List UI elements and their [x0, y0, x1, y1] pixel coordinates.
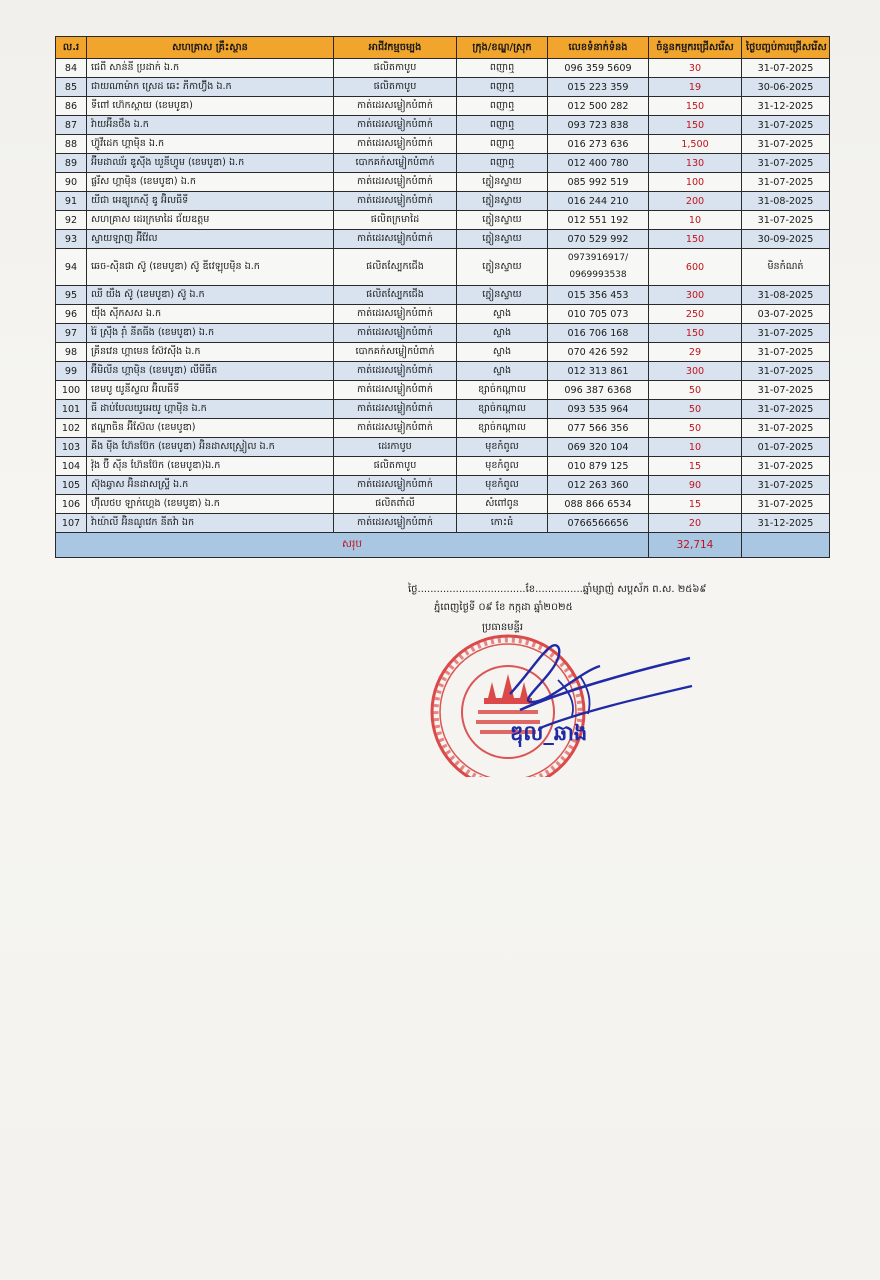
table-row: [56, 400, 830, 419]
table-row: [56, 495, 830, 514]
table-row: [56, 249, 830, 286]
table-row: [56, 116, 830, 135]
row-no: 86: [56, 97, 87, 116]
row-district: ខ្សាច់កណ្ដាល: [457, 419, 548, 438]
row-business: កាត់ដេរសម្លៀកបំពាក់: [334, 230, 457, 249]
row-phone: 0973916917/: [567, 253, 629, 263]
row-district: សំពៅពូន: [457, 495, 548, 514]
row-district: ភ្នៀនស្ទាយ: [457, 230, 548, 249]
row-count: 15: [649, 457, 742, 476]
row-phone: 070 426 592: [548, 343, 649, 362]
row-count: 50: [649, 400, 742, 419]
row-count: 50: [649, 419, 742, 438]
row-business: ផលិតស្បែកជើង: [334, 249, 457, 286]
row-business: កាត់ដេរសម្លៀកបំពាក់: [334, 173, 457, 192]
row-count: 29: [649, 343, 742, 362]
table-header-row: [56, 37, 830, 59]
signature-block: [400, 582, 780, 782]
row-count: 10: [649, 438, 742, 457]
row-date: 31-07-2025: [742, 173, 830, 192]
row-count: 300: [649, 362, 742, 381]
row-date: 31-07-2025: [742, 116, 830, 135]
signatory-name: ឌុល_ឆាង: [510, 721, 588, 745]
table-row: [56, 154, 830, 173]
row-company: យីជា អេឌ្យូកេស៊ី ឌូ អ៊ិលធីទី: [87, 192, 334, 211]
row-date: មិនកំណត់: [742, 249, 830, 286]
row-count: 19: [649, 78, 742, 97]
row-business: ដេរកាបូប: [334, 438, 457, 457]
row-business: កាត់ដេរសម្លៀកបំពាក់: [334, 135, 457, 154]
table-row: [56, 59, 830, 78]
table-row: [56, 135, 830, 154]
row-business: កាត់ដេរសម្លៀកបំពាក់: [334, 305, 457, 324]
row-business: កាត់ដេរសម្លៀកបំពាក់: [334, 476, 457, 495]
col-header-end-date: ថ្ងៃបញ្ចប់ការជ្រើសរើស: [742, 37, 830, 59]
row-no: 101: [56, 400, 87, 419]
row-count: 250: [649, 305, 742, 324]
row-district: មុខកំពូល: [457, 457, 548, 476]
row-district: ខ្សាច់កណ្ដាល: [457, 400, 548, 419]
row-no: 89: [56, 154, 87, 173]
lunar-date-line: ថ្ងៃ..................................ខែ...............ឆ្នាំម្សាញ់ សប្តស័ក ព.ស. ២៥៦៩: [408, 584, 707, 595]
col-header-district: ក្រុង/ខណ្ឌ/ស្រុក: [457, 37, 548, 59]
row-no: 95: [56, 286, 87, 305]
row-date: 31-12-2025: [742, 514, 830, 533]
total-empty-cell: [742, 533, 830, 558]
row-phone: 015 356 453: [548, 286, 649, 305]
col-header-company: សហគ្រាស គ្រឹះស្ថាន: [87, 37, 334, 59]
row-no: 84: [56, 59, 87, 78]
row-phone: 088 866 6534: [548, 495, 649, 514]
table-row: [56, 97, 830, 116]
table-row: [56, 457, 830, 476]
row-count: 130: [649, 154, 742, 173]
row-district: ពញាឮ: [457, 59, 548, 78]
row-no: 106: [56, 495, 87, 514]
row-company: ឥណ្ឌាចិន អ៊ីស៊ែល (ខេមបូឌា): [87, 419, 334, 438]
row-date: 31-07-2025: [742, 362, 830, 381]
row-phone: 012 500 282: [548, 97, 649, 116]
row-no: 97: [56, 324, 87, 343]
row-district: មុខកំពូល: [457, 438, 548, 457]
row-count: 20: [649, 514, 742, 533]
row-company: វ៉ាយអ៊ីនថឹង ឯ.ក: [87, 116, 334, 135]
row-company: ហ៊ុីលថប ឡាក់ហ្គេង (ខេមបូឌា) ឯ.ក: [87, 495, 334, 514]
col-header-business: អាជីវកម្មចម្បង: [334, 37, 457, 59]
row-district: ស្ទាង: [457, 343, 548, 362]
row-company: ឆេច-ស៊ិនជា ស៊ូ (ខេមបូឌា) ស៊ូ ឌីវេឡុបម៉ិន ឯ.ក: [87, 249, 334, 286]
row-no: 105: [56, 476, 87, 495]
row-phone: 016 244 210: [548, 192, 649, 211]
row-date: 31-12-2025: [742, 97, 830, 116]
row-company: ខេមបូ យូនីស្ទល អ៊ិលធីទី: [87, 381, 334, 400]
row-company: គីង ម៉ីង ហ៊ែនប៊ែក (ខេមបូឌា) អ៊ិនដាសស្ទ្រៀល ឯ.ក: [87, 438, 334, 457]
row-date: 31-07-2025: [742, 154, 830, 173]
table-row: [56, 343, 830, 362]
row-date: 31-07-2025: [742, 343, 830, 362]
row-date: 31-08-2025: [742, 286, 830, 305]
row-count: 600: [649, 249, 742, 286]
row-date: 31-07-2025: [742, 59, 830, 78]
row-no: 92: [56, 211, 87, 230]
row-business: ផលិតពាំលី: [334, 495, 457, 514]
row-no: 99: [56, 362, 87, 381]
row-no: 102: [56, 419, 87, 438]
row-phone: 069 320 104: [548, 438, 649, 457]
row-company: វ៉ុង ប៊ី ស៊ីន ហ៊ែនប៊ែក (ខេមបូឌា)ឯ.ក: [87, 457, 334, 476]
row-business: ផលិតកាបូប: [334, 78, 457, 97]
row-company: ហ៊្វូវីដេក ហ្គាម៉ិន ឯ.ក: [87, 135, 334, 154]
row-company: យ៉ឹង ស៊ីកសស ឯ.ក: [87, 305, 334, 324]
row-district: ពញាឮ: [457, 154, 548, 173]
row-phone: 096 359 5609: [548, 59, 649, 78]
row-district: ភ្នៀនស្ទាយ: [457, 286, 548, 305]
row-phone: 012 400 780: [548, 154, 649, 173]
row-business: ផលិតកាបូប: [334, 59, 457, 78]
row-no: 107: [56, 514, 87, 533]
row-no: 88: [56, 135, 87, 154]
row-company: ទីពៅ ហ៊េកស្តាយ (ខេមបូឌា): [87, 97, 334, 116]
signatory-role: ប្រធានមន្ទីរ: [482, 622, 524, 633]
table-row: [56, 173, 830, 192]
row-no: 103: [56, 438, 87, 457]
row-business: កាត់ដេរសម្លៀកបំពាក់: [334, 116, 457, 135]
row-phone: 085 992 519: [548, 173, 649, 192]
row-district: ពញាឮ: [457, 78, 548, 97]
row-business: ផលិតក្រមាដៃ: [334, 211, 457, 230]
col-header-count: ចំនួនកម្មករជ្រើសរើស: [649, 37, 742, 59]
row-count: 15: [649, 495, 742, 514]
row-count: 150: [649, 324, 742, 343]
row-phone: 010 879 125: [548, 457, 649, 476]
row-district: មុខកំពូល: [457, 476, 548, 495]
row-business: កាត់ដេរសម្លៀកបំពាក់: [334, 97, 457, 116]
row-phone: 010 705 073: [548, 305, 649, 324]
row-business: កាត់ដេរសម្លៀកបំពាក់: [334, 192, 457, 211]
table-row: [56, 362, 830, 381]
col-header-phone: លេខទំនាក់ទំនង: [548, 37, 649, 59]
row-no: 93: [56, 230, 87, 249]
row-phone: 093 723 838: [548, 116, 649, 135]
total-row: [56, 533, 830, 558]
row-count: 30: [649, 59, 742, 78]
row-date: 01-07-2025: [742, 438, 830, 457]
row-phone: 093 535 964: [548, 400, 649, 419]
table-row: [56, 230, 830, 249]
row-business: បោកគក់សម្លៀកបំពាក់: [334, 343, 457, 362]
row-company: ឈី យឹង ស៊ូ (ខេមបូឌា) ស៊ូ ឯ.ក: [87, 286, 334, 305]
recruitment-table: [55, 36, 830, 558]
row-district: ពញាឮ: [457, 135, 548, 154]
row-count: 1,500: [649, 135, 742, 154]
row-business: កាត់ដេរសម្លៀកបំពាក់: [334, 514, 457, 533]
row-phone: 015 223 359: [548, 78, 649, 97]
table-row: [56, 305, 830, 324]
table-row: [56, 514, 830, 533]
row-district: ស្ទាង: [457, 362, 548, 381]
row-business: កាត់ដេរសម្លៀកបំពាក់: [334, 324, 457, 343]
row-date: 31-07-2025: [742, 324, 830, 343]
row-no: 90: [56, 173, 87, 192]
row-no: 98: [56, 343, 87, 362]
row-district: កោះធំ: [457, 514, 548, 533]
row-date: 31-07-2025: [742, 495, 830, 514]
row-date: 31-08-2025: [742, 192, 830, 211]
row-company: អ៊ីមដាឈ័រ ឌូស៊ីង ឃួនីហ្វូម (ខេមបូឌា) ឯ.ក: [87, 154, 334, 173]
row-business: កាត់ដេរសម្លៀកបំពាក់: [334, 400, 457, 419]
solar-date-line: ភ្នំពេញថ្ងៃទី ០៩ ខែ កក្កដា ឆ្នាំ២០២៥: [434, 602, 573, 613]
row-no: 91: [56, 192, 87, 211]
table-row: [56, 78, 830, 97]
row-company: សហគ្រាស ដេរក្រមាដៃ ជ័យឧត្ដម: [87, 211, 334, 230]
row-date: 31-07-2025: [742, 211, 830, 230]
row-business: កាត់ដេរសម្លៀកបំពាក់: [334, 381, 457, 400]
row-phone: 012 263 360: [548, 476, 649, 495]
row-date: 31-07-2025: [742, 457, 830, 476]
table-row: [56, 476, 830, 495]
row-date: 31-07-2025: [742, 476, 830, 495]
row-date: 31-07-2025: [742, 419, 830, 438]
row-date: 31-07-2025: [742, 400, 830, 419]
row-district: ស្ទាង: [457, 324, 548, 343]
row-business: កាត់ដេរសម្លៀកបំពាក់: [334, 362, 457, 381]
row-count: 90: [649, 476, 742, 495]
row-phone: 070 529 992: [548, 230, 649, 249]
row-company: ស៊ុងឆ្វាស អ៊ិនដាសស្ទ្រី ឯ.ក: [87, 476, 334, 495]
row-company: វ៉ាយ៉ាលី អ៊ិនណូវេក នីតវ៉ា ឯក: [87, 514, 334, 533]
row-count: 50: [649, 381, 742, 400]
row-date: 03-07-2025: [742, 305, 830, 324]
row-district: ភ្នៀនស្ទាយ: [457, 192, 548, 211]
row-phone-multi: [548, 249, 649, 286]
row-company: ធី ដាប់បែលយូអេយូ ហ្គាម៉ិន ឯ.ក: [87, 400, 334, 419]
row-district: ភ្នៀនស្ទាយ: [457, 173, 548, 192]
row-business: ផលិតកាបូប: [334, 457, 457, 476]
row-no: 104: [56, 457, 87, 476]
row-count: 150: [649, 116, 742, 135]
row-company: ជាយណាម៉ាក ស្រេដ ឆេះ ភីកាហ៊្វីង ឯ.ក: [87, 78, 334, 97]
row-business: បោកគក់សម្លៀកបំពាក់: [334, 154, 457, 173]
total-label: សរុប: [56, 533, 649, 558]
table-row: [56, 438, 830, 457]
col-header-no: ល.រ: [56, 37, 87, 59]
row-business: ផលិតស្បែកជើង: [334, 286, 457, 305]
table-row: [56, 381, 830, 400]
table-row: [56, 192, 830, 211]
row-phone: 096 387 6368: [548, 381, 649, 400]
row-company: ជេពី សាន់នី ប្រដាក់ ឯ.ក: [87, 59, 334, 78]
row-phone: 012 551 192: [548, 211, 649, 230]
table-row: [56, 286, 830, 305]
table-row: [56, 419, 830, 438]
row-company: គ្រីនវេន ហ្គាមេន ស៊ែវស៊ីង ឯ.ក: [87, 343, 334, 362]
row-no: 85: [56, 78, 87, 97]
row-count: 150: [649, 97, 742, 116]
row-phone: 016 706 168: [548, 324, 649, 343]
total-value: 32,714: [649, 533, 742, 558]
row-date: 31-07-2025: [742, 135, 830, 154]
row-count: 200: [649, 192, 742, 211]
row-company: ផ្លរីស ហ្គាម៉ិន (ខេមបូឌា) ឯ.ក: [87, 173, 334, 192]
row-business: កាត់ដេរសម្លៀកបំពាក់: [334, 419, 457, 438]
row-district: ខ្សាច់កណ្ដាល: [457, 381, 548, 400]
row-company: ស្ទាយឡាញ អ៊ីវ៉ែល: [87, 230, 334, 249]
row-phone: 012 313 861: [548, 362, 649, 381]
row-company: រ៉ៃ ស្រ៊ីង រ៉ាំ នីតធីង (ខេមបូឌា) ឯ.ក: [87, 324, 334, 343]
row-count: 10: [649, 211, 742, 230]
row-phone-secondary: 0969993538: [569, 270, 627, 280]
row-date: 31-07-2025: [742, 381, 830, 400]
row-count: 100: [649, 173, 742, 192]
row-district: ស្ទាង: [457, 305, 548, 324]
row-date: 30-09-2025: [742, 230, 830, 249]
row-district: ភ្នៀនស្ទាយ: [457, 249, 548, 286]
row-no: 87: [56, 116, 87, 135]
table-row: [56, 211, 830, 230]
row-count: 300: [649, 286, 742, 305]
row-phone: 077 566 356: [548, 419, 649, 438]
row-district: ភ្នៀនស្ទាយ: [457, 211, 548, 230]
row-no: 96: [56, 305, 87, 324]
row-no: 94: [56, 249, 87, 286]
row-no: 100: [56, 381, 87, 400]
row-phone: 0766566656: [548, 514, 649, 533]
row-count: 150: [649, 230, 742, 249]
row-district: ពញាឮ: [457, 116, 548, 135]
table-row: [56, 324, 830, 343]
row-company: អ៊ីមិលីន ហ្គាម៉ិន (ខេមបូឌា) លីមីធីត: [87, 362, 334, 381]
row-district: ពញាឮ: [457, 97, 548, 116]
row-phone: 016 273 636: [548, 135, 649, 154]
row-date: 30-06-2025: [742, 78, 830, 97]
